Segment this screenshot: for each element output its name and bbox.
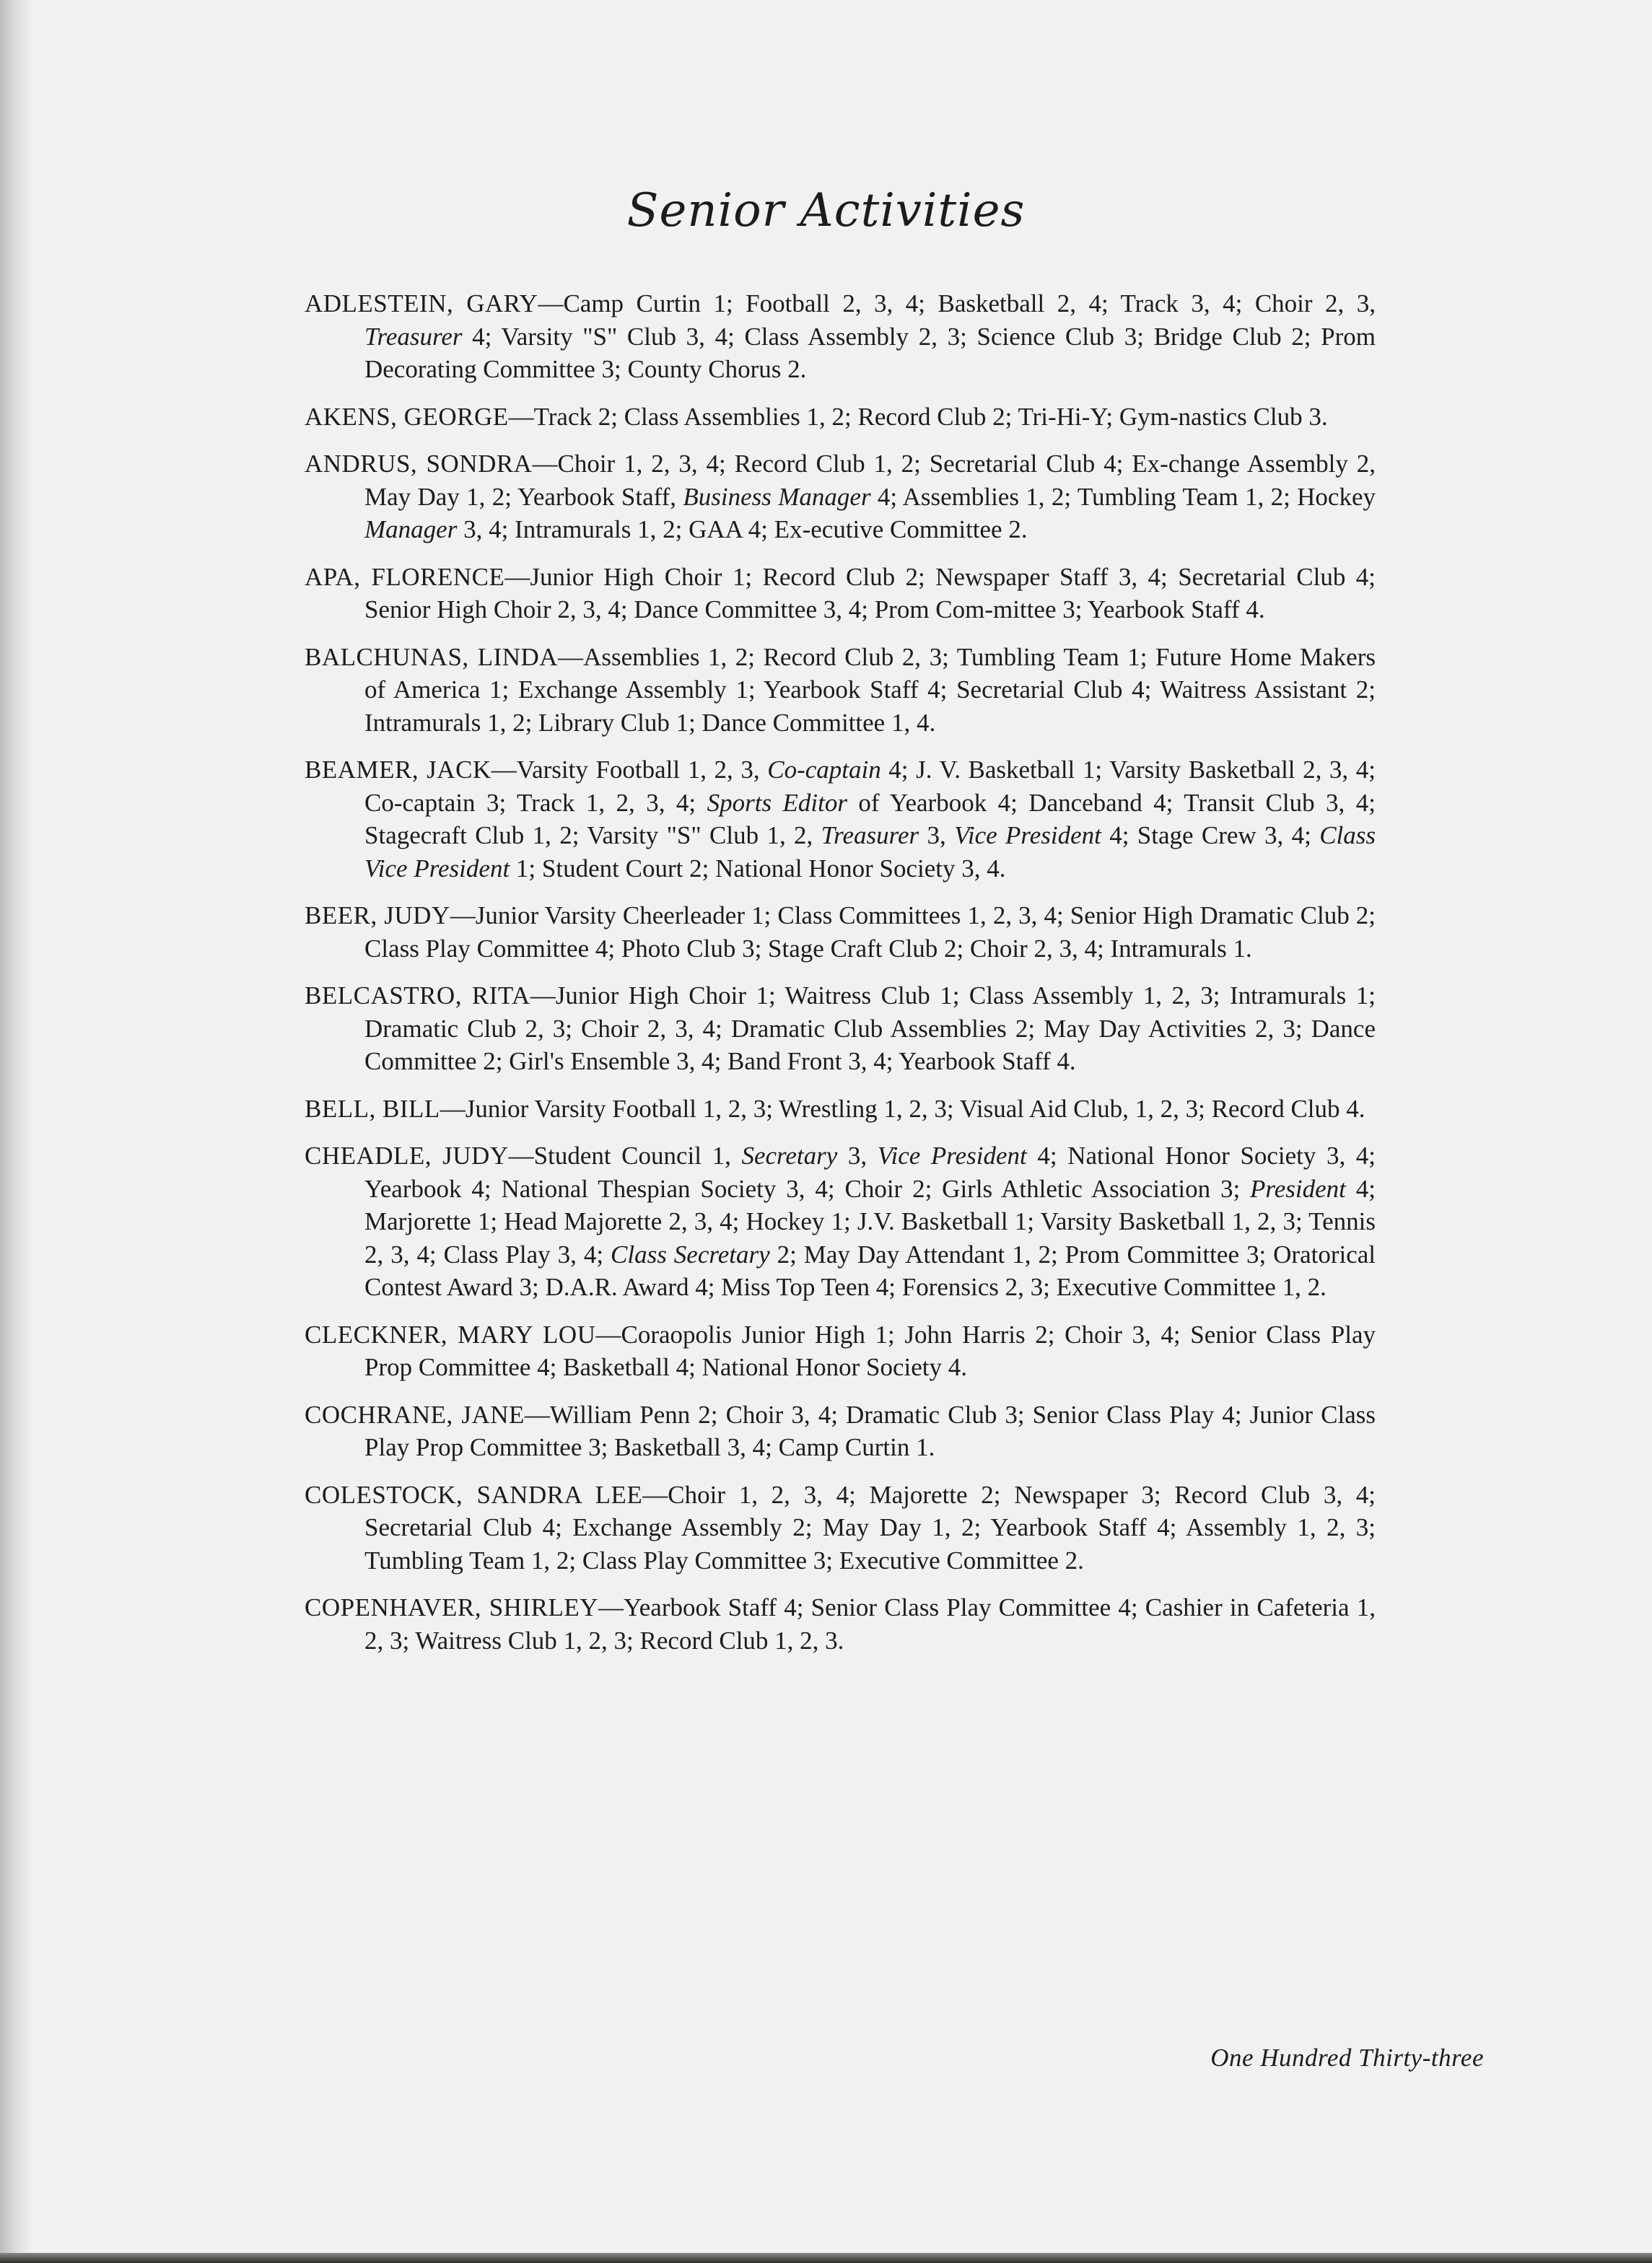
activity-title-italic: Vice President — [954, 821, 1101, 849]
name-separator: — — [642, 1480, 668, 1509]
activity-entry — [305, 641, 1376, 740]
activity-text: Choir 1, 2, 3, 4; Majorette 2; Newspaper 3; Record Club 3, 4; Secretarial Club 4; Exchange Assembly 2; May Day 1, 2; Yearbook Staff 4; Assembly 1, 2, 3; Tumbling Team 1, 2; Class Play Committee 3; Executive Committee 2. — [364, 1480, 1376, 1575]
name-separator: — — [532, 450, 558, 478]
activities-list — [305, 287, 1376, 1671]
activity-text: Camp Curtin 1; Football 2, 3, 4; Basketball 2, 4; Track 3, 4; Choir 2, 3, — [563, 289, 1376, 318]
activity-text: 4; Stage Crew 3, 4; — [1101, 821, 1320, 849]
name-separator: — — [524, 1400, 550, 1429]
name-separator: — — [508, 402, 534, 431]
student-name: APA, FLORENCE — [305, 562, 505, 591]
name-separator: — — [508, 1142, 534, 1170]
activity-text: 4; J. V. Basketball 1; Varsity Basketball 2, 3, 4; Co-captain 3; Track 1, 2, 3, 4; — [364, 756, 1376, 817]
activity-entry — [305, 561, 1376, 626]
page-folio: One Hundred Thirty-three — [1210, 2044, 1484, 2072]
student-name: BEER, JUDY — [305, 901, 450, 929]
activity-text: Track 2; Class Assemblies 1, 2; Record Club 2; Tri-Hi-Y; Gym-nastics Club 3. — [533, 402, 1328, 431]
student-name: AKENS, GEORGE — [305, 402, 509, 431]
student-name: ADLESTEIN, GARY — [305, 289, 538, 318]
student-name: BEAMER, JACK — [305, 756, 491, 784]
activity-title-italic: Class Secretary — [611, 1240, 770, 1269]
activity-entry — [305, 979, 1376, 1078]
activity-title-italic: Secretary — [741, 1142, 838, 1170]
student-name: COCHRANE, JANE — [305, 1400, 525, 1429]
student-name: COLESTOCK, SANDRA LEE — [305, 1480, 643, 1509]
activity-text: Junior Varsity Cheerleader 1; Class Committees 1, 2, 3, 4; Senior High Dramatic Club 2; Class Play Committee 4; Photo Club 3; Stage Craft Club 2; Choir 2, 3, 4; Intramurals 1. — [364, 901, 1376, 963]
name-separator: — — [504, 562, 530, 591]
activity-text: of Yearbook 4; Danceband 4; Transit Club 3, 4; Stagecraft Club 1, 2; Varsity "S" Club 1, 2, — [364, 788, 1376, 849]
activity-entry — [305, 400, 1376, 434]
activity-text: 2; May Day Attendant 1, 2; Prom Committee 3; Oratorical Contest Award 3; D.A.R. Award 4; Miss Top Teen 4; Forensics 2, 3; Executive Committee 1, 2. — [364, 1240, 1376, 1301]
activity-text: Assemblies 1, 2; Record Club 2, 3; Tumbling Team 1; Future Home Makers of America 1; Exchange Assembly 1; Yearbook Staff 4; Secretarial Club 4; Waitress Assistant 2; Intramurals 1, 2; Library Club 1; Dance Committee 1, 4. — [364, 642, 1376, 737]
activity-text: 4; Assemblies 1, 2; Tumbling Team 1, 2; Hockey — [870, 482, 1376, 511]
activity-title-italic: Class Vice President — [364, 821, 1376, 883]
student-name: BELCASTRO, RITA — [305, 981, 530, 1010]
activity-text: 3, — [837, 1142, 878, 1170]
activity-title-italic: President — [1250, 1174, 1346, 1203]
activity-text: 1; Student Court 2; National Honor Society 3, 4. — [510, 854, 1006, 883]
activity-entry — [305, 1093, 1376, 1126]
name-separator: — — [598, 1593, 624, 1621]
activity-title-italic: Vice President — [877, 1142, 1027, 1170]
activity-text: Coraopolis Junior High 1; John Harris 2; Choir 3, 4; Senior Class Play Prop Committee 4; Basketball 4; National Honor Society 4. — [364, 1320, 1376, 1381]
binding-shadow — [0, 0, 33, 2263]
activity-title-italic: Treasurer — [364, 322, 463, 351]
activity-entry — [305, 1479, 1376, 1577]
name-separator: — — [595, 1320, 621, 1349]
activity-text: Junior High Choir 1; Record Club 2; Newspaper Staff 3, 4; Secretarial Club 4; Senior High Choir 2, 3, 4; Dance Committee 3, 4; Prom Com-mittee 3; Yearbook Staff 4. — [364, 562, 1376, 623]
activity-entry — [305, 1398, 1376, 1464]
activity-text: Student Council 1, — [533, 1142, 742, 1170]
activity-entry — [305, 1318, 1376, 1384]
activity-entry — [305, 753, 1376, 885]
activity-text: 4; Marjorette 1; Head Majorette 2, 3, 4; Hockey 1; J.V. Basketball 1; Varsity Basketball 1, 2, 3; Tennis 2, 3, 4; Class Play 3, 4; — [364, 1174, 1376, 1269]
activity-text: 3, — [919, 821, 955, 849]
name-separator: — — [530, 981, 556, 1010]
activity-title-italic: Co-captain — [767, 756, 881, 784]
activity-text: 4; Varsity "S" Club 3, 4; Class Assembly 2, 3; Science Club 3; Bridge Club 2; Prom Decorating Committee 3; County Chorus 2. — [364, 322, 1376, 383]
activity-text: 4; National Honor Society 3, 4; Yearbook 4; National Thespian Society 3, 4; Choir 2; Girls Athletic Association 3; — [364, 1142, 1376, 1203]
student-name: BELL, BILL — [305, 1094, 440, 1123]
activity-title-italic: Business Manager — [683, 482, 871, 511]
page-bottom-edge — [0, 2253, 1652, 2263]
name-separator: — — [440, 1094, 466, 1123]
activity-text: 3, 4; Intramurals 1, 2; GAA 4; Ex-ecutive Committee 2. — [457, 515, 1028, 543]
activity-text: Junior Varsity Football 1, 2, 3; Wrestling 1, 2, 3; Visual Aid Club, 1, 2, 3; Record Club 4. — [465, 1094, 1365, 1123]
student-name: BALCHUNAS, LINDA — [305, 642, 559, 671]
student-name: ANDRUS, SONDRA — [305, 450, 533, 478]
name-separator: — — [491, 756, 517, 784]
activity-title-italic: Sports Editor — [707, 788, 847, 817]
name-separator: — — [558, 642, 584, 671]
name-separator: — — [538, 289, 564, 318]
name-separator: — — [450, 901, 476, 929]
activity-entry — [305, 447, 1376, 546]
student-name: CLECKNER, MARY LOU — [305, 1320, 596, 1349]
student-name: CHEADLE, JUDY — [305, 1142, 509, 1170]
activity-entry — [305, 899, 1376, 965]
activity-text: Choir 1, 2, 3, 4; Record Club 1, 2; Secretarial Club 4; Ex-change Assembly 2, May Day 1, 2; Yearbook Staff, — [364, 450, 1376, 511]
activity-text: Yearbook Staff 4; Senior Class Play Committee 4; Cashier in Cafeteria 1, 2, 3; Waitress Club 1, 2, 3; Record Club 1, 2, 3. — [364, 1593, 1376, 1655]
activity-title-italic: Manager — [364, 515, 458, 543]
student-name: COPENHAVER, SHIRLEY — [305, 1593, 598, 1621]
activity-text: William Penn 2; Choir 3, 4; Dramatic Club 3; Senior Class Play 4; Junior Class Play Prop Committee 3; Basketball 3, 4; Camp Curtin 1. — [364, 1400, 1376, 1461]
page-title: Senior Activities — [626, 184, 1026, 237]
activity-entry — [305, 1591, 1376, 1657]
activity-text: Junior High Choir 1; Waitress Club 1; Class Assembly 1, 2, 3; Intramurals 1; Dramatic Club 2, 3; Choir 2, 3, 4; Dramatic Club Assemblies 2; May Day Activities 2, 3; Dance Committee 2; Girl's Ensemble 3, 4; Band Front 3, 4; Yearbook Staff 4. — [364, 981, 1376, 1075]
activity-text: Varsity Football 1, 2, 3, — [516, 756, 768, 784]
activity-entry — [305, 287, 1376, 386]
activity-entry — [305, 1139, 1376, 1304]
activity-title-italic: Treasurer — [821, 821, 919, 849]
